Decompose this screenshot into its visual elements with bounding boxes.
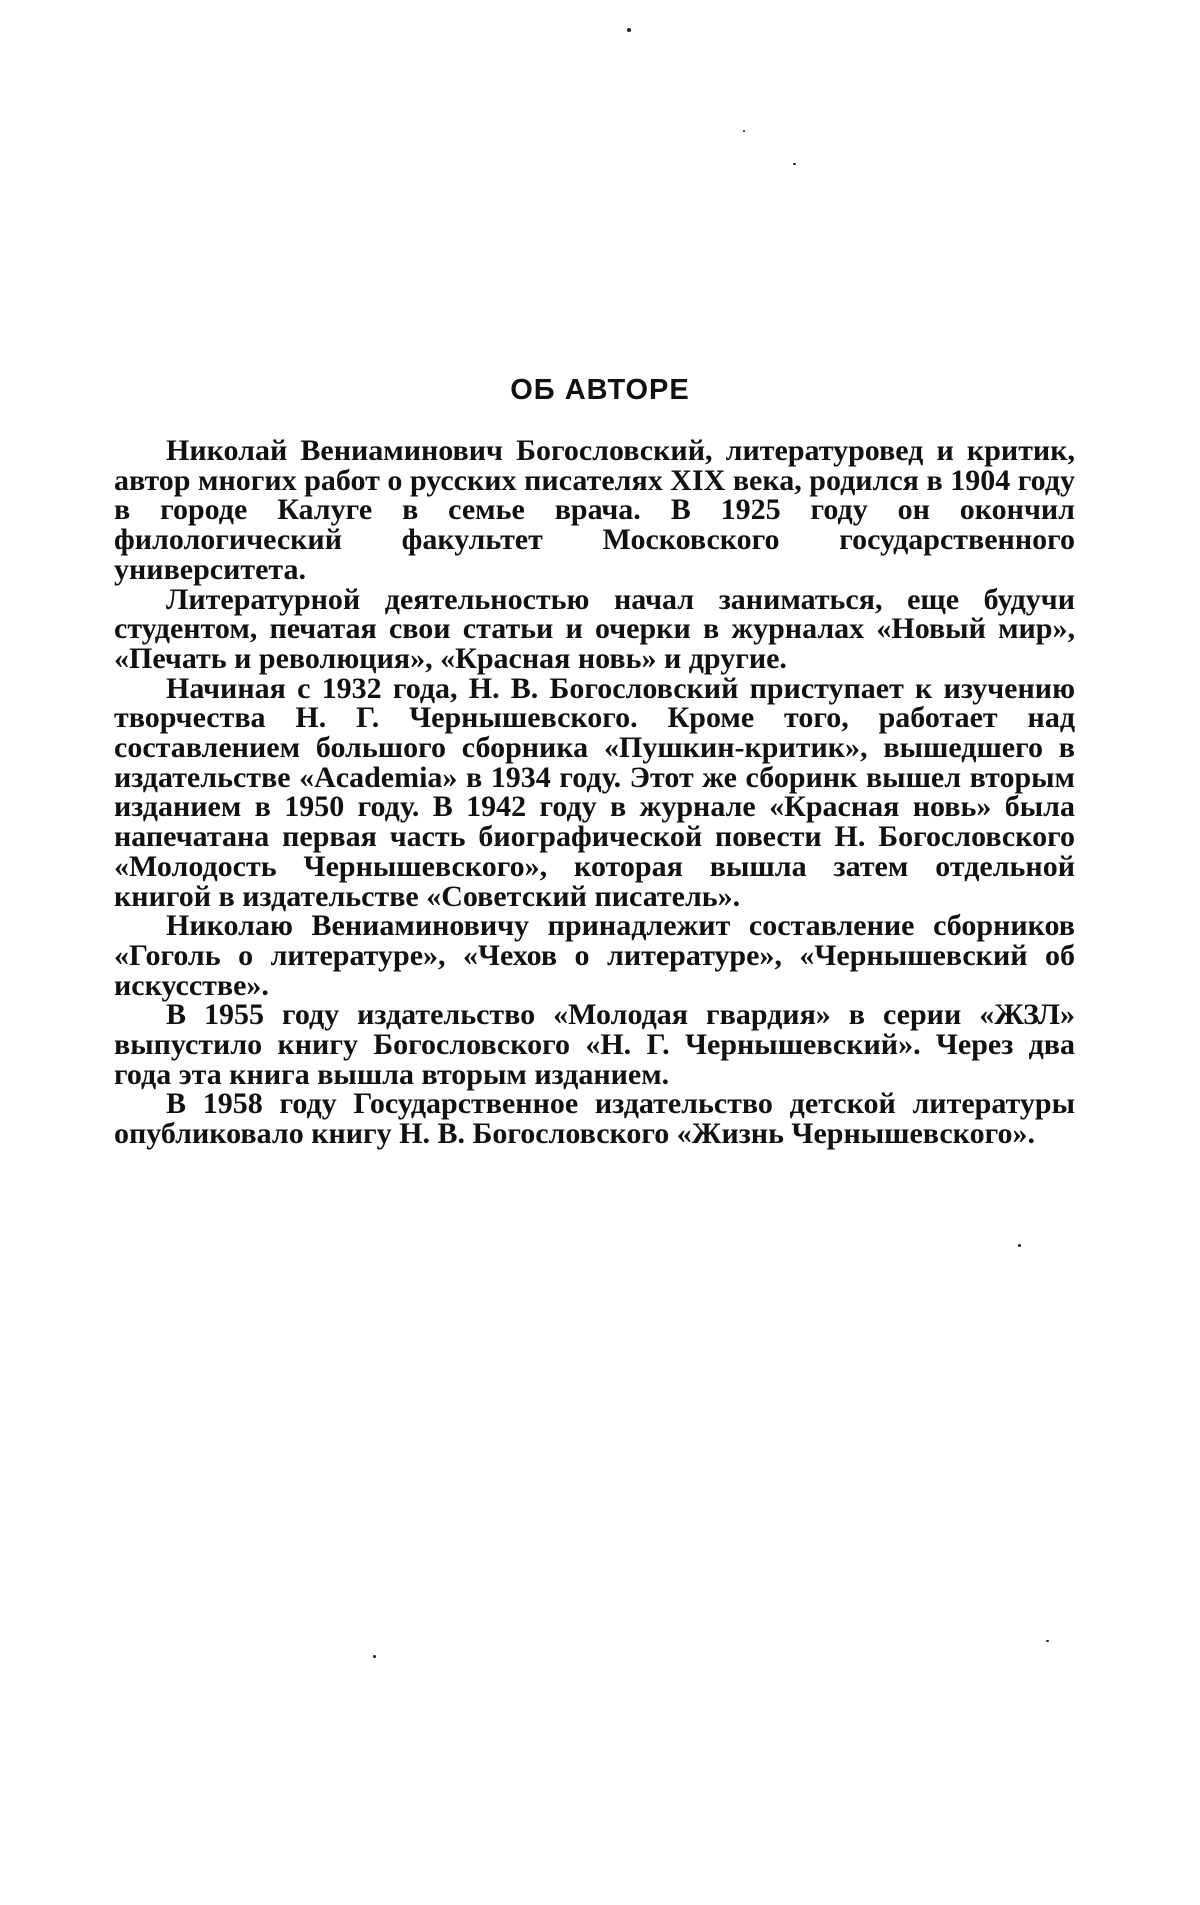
paragraph-literary-start: Литературной деятельностью начал заниматься, еще будучи студентом, печатая свои статьи и очерки в журналах «Новый мир», «Печать и революция», «Красная новь» и другие. — [114, 582, 1075, 675]
page-title: ОБ АВТОРЕ — [510, 374, 690, 406]
scan-speck — [373, 1655, 376, 1658]
paragraph-biography: Николай Вениаминович Богословский, литературовед и критик, автор многих работ о русских писателях XIX века, родился в 1904 году в городе Калуге в семье врача. В 1925 году он окончил филологический факультет Московского государственного университета. — [114, 434, 1075, 586]
paragraph-zhzl-book: В 1955 году издательство «Молодая гвардия» в серии «ЖЗЛ» выпустило книгу Богословского «Н. Г. Чернышевский». Через два года эта книга вышла вторым изданием. — [114, 998, 1075, 1091]
scan-speck — [1018, 1244, 1021, 1247]
scan-speck — [1046, 1640, 1049, 1642]
scan-speck — [627, 28, 631, 32]
paragraph-chernyshevsky-study: Начиная с 1932 года, Н. В. Богословский приступает к изучению творчества Н. Г. Чернышевского. Кроме того, работает над составлением большого сборника «Пушкин-критик», вышедшего в издательстве «Academia» в 1934 году. Этот же сборинк вышел вторым изданием в 1950 году. В 1942 году в журнале «Красная новь» была напечатана первая часть биографической повести Н. Богословского «Молодость Чернышевского», которая вышла затем отдельной книгой в издательстве «Советский писатель». — [114, 671, 1075, 913]
paragraph-collections: Николаю Вениаминовичу принадлежит составление сборников «Гоголь о литературе», «Чехов о литературе», «Чернышевский об искусстве». — [114, 909, 1075, 1002]
about-author-text — [114, 436, 1075, 1149]
paragraph-children-edition: В 1958 году Государственное издательство детской литературы опубликовало книгу Н. В. Богословского «Жизнь Чернышевского». — [114, 1087, 1075, 1151]
scan-speck — [793, 163, 796, 165]
scan-speck — [743, 130, 745, 132]
